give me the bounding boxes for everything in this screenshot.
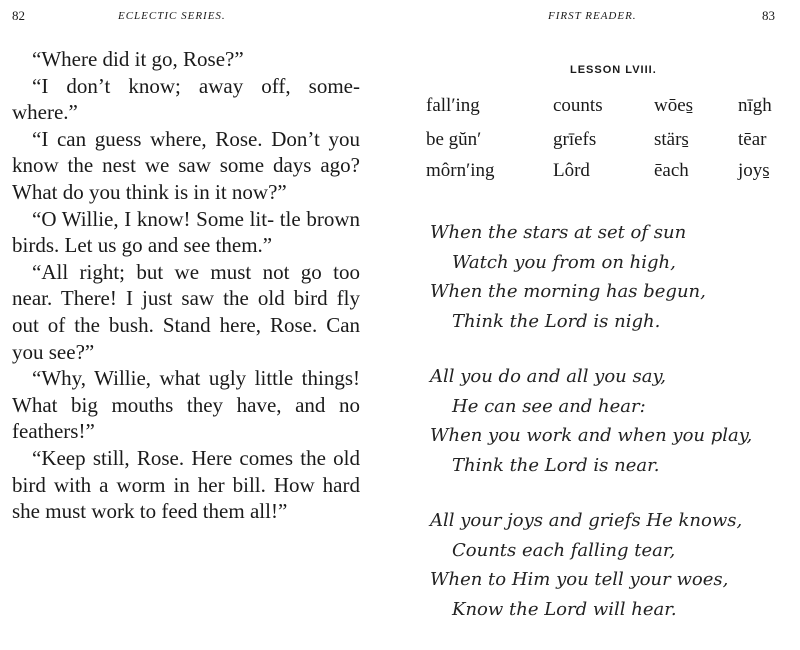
text-line: “All right; but we must not	[32, 259, 290, 284]
text-line: “I don’t know; away off, some-	[32, 73, 360, 98]
spelling-word: grīefs	[553, 129, 597, 150]
spelling-word: counts	[553, 95, 603, 116]
poem-stanza	[430, 218, 800, 336]
spelling-word: nīgh	[738, 95, 772, 116]
text-line: Don’t you know the nest we	[12, 126, 361, 178]
poem-line: Know the Lord will hear.	[452, 598, 677, 620]
text-line: go too near. There! I just saw	[12, 259, 360, 311]
page-number-right: 83	[762, 8, 775, 23]
poem-line: Think the Lord is nigh.	[452, 310, 661, 332]
text-line: saw some days ago? What do	[12, 153, 360, 204]
text-line: where.”	[12, 100, 78, 125]
story-paragraph	[12, 206, 360, 259]
text-line: bill. How hard she must work	[12, 472, 360, 524]
poem-line: Counts each falling tear,	[452, 539, 676, 561]
story-paragraph	[12, 445, 360, 525]
poem-line: All you do and all you say,	[430, 366, 666, 387]
right-page	[400, 0, 800, 630]
spelling-word: tēar	[738, 129, 767, 150]
text-line: “O Willie, I know! Some lit-	[32, 206, 275, 231]
poem-line: He can see and hear:	[452, 395, 646, 417]
page-number-left: 82	[12, 8, 25, 23]
left-page	[0, 0, 400, 630]
text-line: things! What big mouths they	[12, 366, 361, 417]
poem-stanza	[430, 362, 800, 480]
running-head-left: ECLECTIC SERIES.	[118, 10, 226, 22]
poem-line: When you work and when you play,	[430, 425, 753, 446]
story-paragraph	[12, 365, 360, 445]
poem-line: Think the Lord is near.	[452, 454, 660, 476]
poem-line: All your joys and griefs He knows,	[430, 510, 743, 531]
story-text	[12, 46, 360, 525]
spelling-word: môrn′ing	[426, 160, 495, 181]
spelling-word: stärs̱	[654, 129, 689, 150]
poem-line: When the morning has begun,	[430, 281, 706, 302]
text-line: “I can guess where, Rose.	[32, 126, 263, 151]
story-paragraph	[12, 259, 360, 365]
poem-line: When the stars at set of sun	[430, 222, 687, 243]
poem-line: Watch you from on high,	[452, 251, 676, 273]
spelling-word: joys̱	[738, 160, 770, 181]
text-line: the old bird fly out of the bush.	[12, 286, 361, 337]
story-paragraph	[12, 73, 360, 126]
spelling-word: ēach	[654, 160, 689, 181]
poem-line: When to Him you tell your woes,	[430, 569, 729, 590]
text-line: “Where did it go, Rose?”	[32, 47, 244, 71]
text-line: you think is in it now?”	[88, 179, 287, 204]
text-line: Stand here, Rose. Can you see?”	[12, 312, 361, 364]
lesson-title: LESSON LVIII.	[570, 64, 657, 76]
text-line: to feed them all!”	[139, 499, 288, 524]
text-line: see them.”	[183, 233, 273, 258]
spelling-word: wōes̱	[654, 95, 694, 116]
text-line: “Why, Willie, what ugly little	[32, 366, 294, 391]
text-line: have, and no feathers!”	[12, 392, 360, 444]
text-line: tle brown birds. Let us go and	[12, 206, 360, 258]
spelling-word: fall′ing	[426, 95, 480, 116]
spelling-word: Lôrd	[553, 160, 590, 181]
poem-stanza	[430, 506, 800, 624]
text-line: the old bird with a worm in her	[12, 445, 360, 497]
story-paragraph	[12, 126, 360, 206]
story-paragraph	[12, 46, 360, 73]
spelling-word: be gŭn′	[426, 129, 482, 150]
text-line: “Keep still, Rose. Here comes	[32, 445, 294, 470]
running-head-right: FIRST READER.	[548, 10, 637, 22]
poem	[430, 218, 800, 650]
